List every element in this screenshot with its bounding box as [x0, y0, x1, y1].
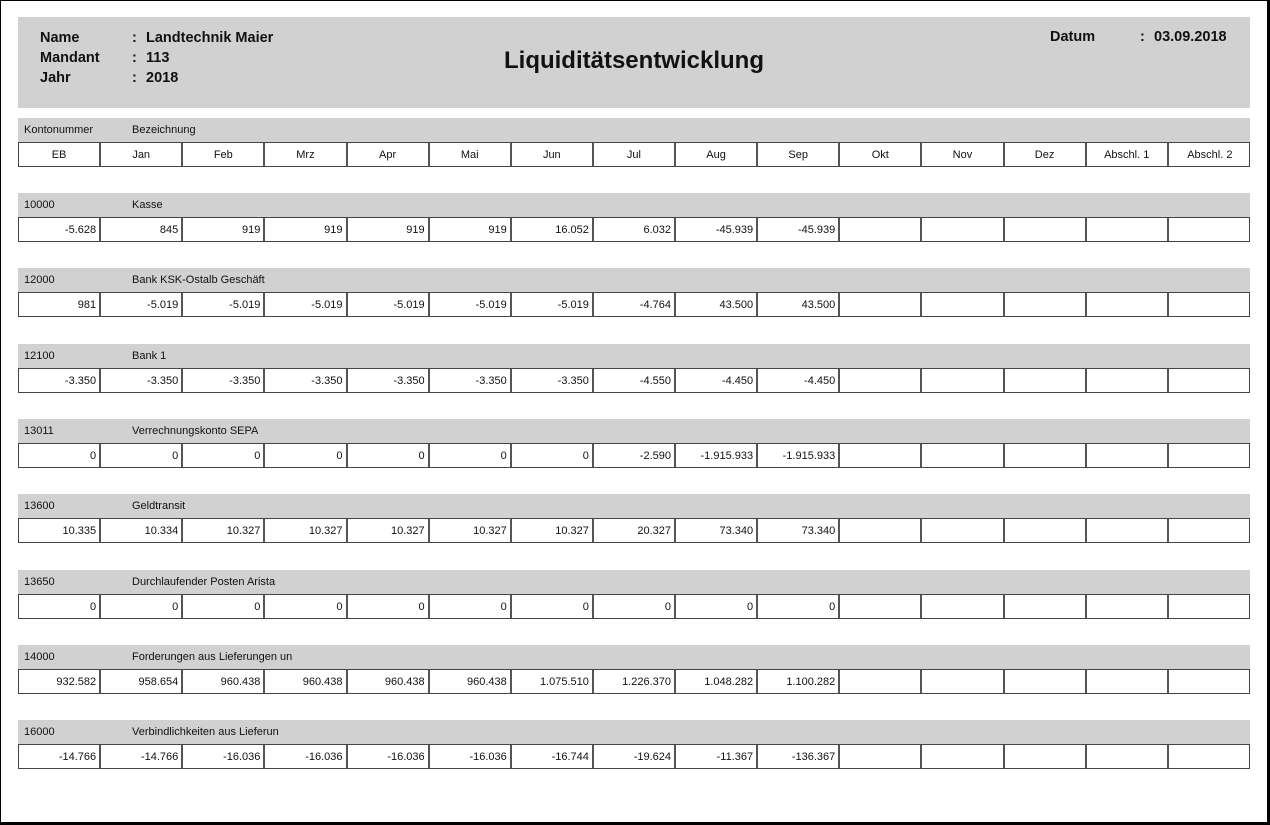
account-name: Durchlaufender Posten Arista: [132, 575, 276, 588]
value-cell: -3.350: [19, 369, 101, 392]
value-cell: 73.340: [676, 519, 758, 542]
value-cell: [1087, 218, 1169, 241]
value-cell: -5.019: [512, 293, 594, 316]
account-band: [18, 645, 1250, 669]
value-cell: 919: [183, 218, 265, 241]
value-cell: 0: [101, 595, 183, 618]
account-name: Verrechnungskonto SEPA: [132, 424, 259, 437]
value-cell: [1169, 519, 1251, 542]
value-cell: 10.327: [512, 519, 594, 542]
value-cell: -3.350: [430, 369, 512, 392]
value-cell: 919: [265, 218, 347, 241]
account-name: Forderungen aus Lieferungen un: [132, 650, 293, 663]
value-cell: 932.582: [19, 670, 101, 693]
value-cell: 1.226.370: [594, 670, 676, 693]
value-cell: -45.939: [676, 218, 758, 241]
value-cell: -3.350: [101, 369, 183, 392]
value-cell: -1.915.933: [676, 444, 758, 467]
value-cell: 960.438: [430, 670, 512, 693]
column-header: EB: [19, 143, 101, 166]
value-cell: [1005, 444, 1087, 467]
value-cell: -16.036: [183, 745, 265, 768]
value-cell: [1005, 519, 1087, 542]
value-cell: [840, 519, 922, 542]
datum-label: Datum: [1050, 29, 1096, 45]
value-cell: -3.350: [183, 369, 265, 392]
report-header: [18, 17, 1250, 108]
value-cell: [922, 745, 1004, 768]
value-cell: -4.550: [594, 369, 676, 392]
value-cell: -16.036: [265, 745, 347, 768]
value-cell: -16.744: [512, 745, 594, 768]
column-header: Aug: [676, 143, 758, 166]
value-cell: 0: [183, 595, 265, 618]
value-cell: -16.036: [430, 745, 512, 768]
account-band: [18, 419, 1250, 443]
value-cell: 0: [348, 444, 430, 467]
meta-value: 113: [146, 50, 170, 66]
account-number: 16000: [24, 726, 55, 739]
value-cell: [1169, 293, 1251, 316]
report-datum: [1050, 29, 1227, 45]
value-cell: -5.019: [348, 293, 430, 316]
value-cell: -5.019: [430, 293, 512, 316]
value-cell: 0: [19, 595, 101, 618]
column-header: Sep: [758, 143, 840, 166]
value-cell: 10.327: [183, 519, 265, 542]
meta-name: [40, 28, 273, 48]
value-cell: -5.019: [183, 293, 265, 316]
value-cell: [840, 293, 922, 316]
value-cell: 20.327: [594, 519, 676, 542]
account-name: Verbindlichkeiten aus Lieferun: [132, 726, 279, 739]
value-cell: [840, 595, 922, 618]
value-cell: [1087, 670, 1169, 693]
value-cell: -16.036: [348, 745, 430, 768]
value-cell: [922, 369, 1004, 392]
account-band: [18, 494, 1250, 518]
account-number: 14000: [24, 650, 55, 663]
value-cell: [1169, 369, 1251, 392]
value-cell: 16.052: [512, 218, 594, 241]
account-number: 13600: [24, 500, 55, 513]
value-cell: 10.334: [101, 519, 183, 542]
value-cell: 0: [183, 444, 265, 467]
value-cell: [922, 444, 1004, 467]
value-cell: [922, 595, 1004, 618]
meta-label: Mandant: [40, 50, 100, 66]
value-cell: 0: [101, 444, 183, 467]
value-cell: [1005, 745, 1087, 768]
value-cell: -2.590: [594, 444, 676, 467]
column-header: Feb: [183, 143, 265, 166]
value-cell: -3.350: [512, 369, 594, 392]
account-values-row: [18, 292, 1250, 317]
column-header: Abschl. 2: [1187, 149, 1233, 161]
column-header: Nov: [922, 143, 1004, 166]
column-header: Dez: [1005, 143, 1087, 166]
value-cell: [1005, 293, 1087, 316]
meta-colon: :: [132, 50, 137, 66]
account-values-row: [18, 443, 1250, 468]
value-cell: [922, 218, 1004, 241]
account-band: [18, 720, 1250, 744]
value-cell: 0: [348, 595, 430, 618]
col-kontonummer-label: Kontonummer: [24, 124, 94, 136]
account-values-row: [18, 744, 1250, 769]
value-cell: [1005, 218, 1087, 241]
value-cell: 960.438: [348, 670, 430, 693]
value-cell: -5.019: [101, 293, 183, 316]
value-cell: 919: [348, 218, 430, 241]
meta-value: 2018: [146, 70, 179, 86]
value-cell: -19.624: [594, 745, 676, 768]
value-cell: [922, 519, 1004, 542]
value-cell: 0: [19, 444, 101, 467]
value-cell: 919: [430, 218, 512, 241]
value-cell: 43.500: [758, 293, 840, 316]
account-name: Geldtransit: [132, 500, 186, 513]
meta-label: Name: [40, 30, 80, 46]
account-name: Bank 1: [132, 349, 167, 362]
value-cell: 73.340: [758, 519, 840, 542]
meta-colon: :: [132, 70, 137, 86]
value-cell: [840, 369, 922, 392]
account-band: [18, 268, 1250, 292]
value-cell: -3.350: [348, 369, 430, 392]
account-number: 12000: [24, 274, 55, 287]
value-cell: [922, 670, 1004, 693]
value-cell: 10.327: [430, 519, 512, 542]
value-cell: 958.654: [101, 670, 183, 693]
value-cell: [1087, 293, 1169, 316]
account-values-row: [18, 518, 1250, 543]
account-values-row: [18, 368, 1250, 393]
value-cell: [840, 444, 922, 467]
account-values-row: [18, 669, 1250, 694]
account-number: 13011: [24, 424, 54, 437]
value-cell: 10.327: [348, 519, 430, 542]
value-cell: -11.367: [676, 745, 758, 768]
account-values-row: [18, 594, 1250, 619]
column-header: Mai: [430, 143, 512, 166]
value-cell: -4.450: [676, 369, 758, 392]
account-number: 13650: [24, 575, 55, 588]
value-cell: -4.450: [758, 369, 840, 392]
account-values-row: [18, 217, 1250, 242]
value-cell: 960.438: [183, 670, 265, 693]
value-cell: -14.766: [19, 745, 101, 768]
value-cell: -5.019: [265, 293, 347, 316]
value-cell: 845: [101, 218, 183, 241]
value-cell: 0: [265, 444, 347, 467]
month-header-row: [18, 142, 1250, 167]
value-cell: 0: [430, 595, 512, 618]
datum-colon: :: [1140, 29, 1145, 45]
value-cell: 0: [676, 595, 758, 618]
value-cell: 960.438: [265, 670, 347, 693]
meta-colon: :: [132, 30, 137, 46]
value-cell: [840, 745, 922, 768]
column-header: Apr: [348, 143, 430, 166]
value-cell: -14.766: [101, 745, 183, 768]
account-number: 12100: [24, 349, 55, 362]
value-cell: [840, 218, 922, 241]
value-cell: 0: [265, 595, 347, 618]
col-bezeichnung-label: Bezeichnung: [132, 124, 196, 136]
account-band: [18, 344, 1250, 368]
value-cell: [1005, 670, 1087, 693]
column-header-band: [18, 118, 1250, 142]
account-number: 10000: [24, 199, 55, 211]
report-title: Liquiditätsentwicklung: [503, 47, 764, 74]
value-cell: 0: [758, 595, 840, 618]
value-cell: 10.327: [265, 519, 347, 542]
value-cell: 6.032: [594, 218, 676, 241]
value-cell: [840, 670, 922, 693]
account-name: Bank KSK-Ostalb Geschäft: [132, 274, 265, 287]
datum-value: 03.09.2018: [1154, 29, 1227, 45]
account-band: [18, 570, 1250, 594]
value-cell: 1.075.510: [512, 670, 594, 693]
value-cell: 0: [512, 595, 594, 618]
column-header: Okt: [840, 143, 922, 166]
value-cell: -136.367: [758, 745, 840, 768]
value-cell: [922, 293, 1004, 316]
value-cell: [1087, 745, 1169, 768]
value-cell: 1.048.282: [676, 670, 758, 693]
value-cell: [1087, 369, 1169, 392]
value-cell: [1169, 745, 1251, 768]
value-cell: 1.100.282: [758, 670, 840, 693]
value-cell: -1.915.933: [758, 444, 840, 467]
meta-label: Jahr: [40, 70, 71, 86]
value-cell: [1169, 444, 1251, 467]
column-header: Jul: [594, 143, 676, 166]
value-cell: -4.764: [594, 293, 676, 316]
value-cell: [1005, 369, 1087, 392]
value-cell: [1169, 218, 1251, 241]
value-cell: 0: [512, 444, 594, 467]
value-cell: [1087, 444, 1169, 467]
value-cell: [1005, 595, 1087, 618]
value-cell: [1169, 670, 1251, 693]
value-cell: 981: [19, 293, 101, 316]
column-header: Jun: [512, 143, 594, 166]
account-band: [18, 193, 1250, 217]
account-name: Kasse: [132, 199, 163, 211]
column-header: Mrz: [265, 143, 347, 166]
value-cell: -5.628: [19, 218, 101, 241]
column-header: Jan: [101, 143, 183, 166]
value-cell: 0: [430, 444, 512, 467]
value-cell: -45.939: [758, 218, 840, 241]
value-cell: [1087, 595, 1169, 618]
value-cell: 43.500: [676, 293, 758, 316]
value-cell: -3.350: [265, 369, 347, 392]
value-cell: 0: [594, 595, 676, 618]
meta-value: Landtechnik Maier: [146, 30, 274, 46]
value-cell: 10.335: [19, 519, 101, 542]
value-cell: [1169, 595, 1251, 618]
value-cell: [1087, 519, 1169, 542]
column-header: Abschl. 1: [1087, 143, 1169, 166]
